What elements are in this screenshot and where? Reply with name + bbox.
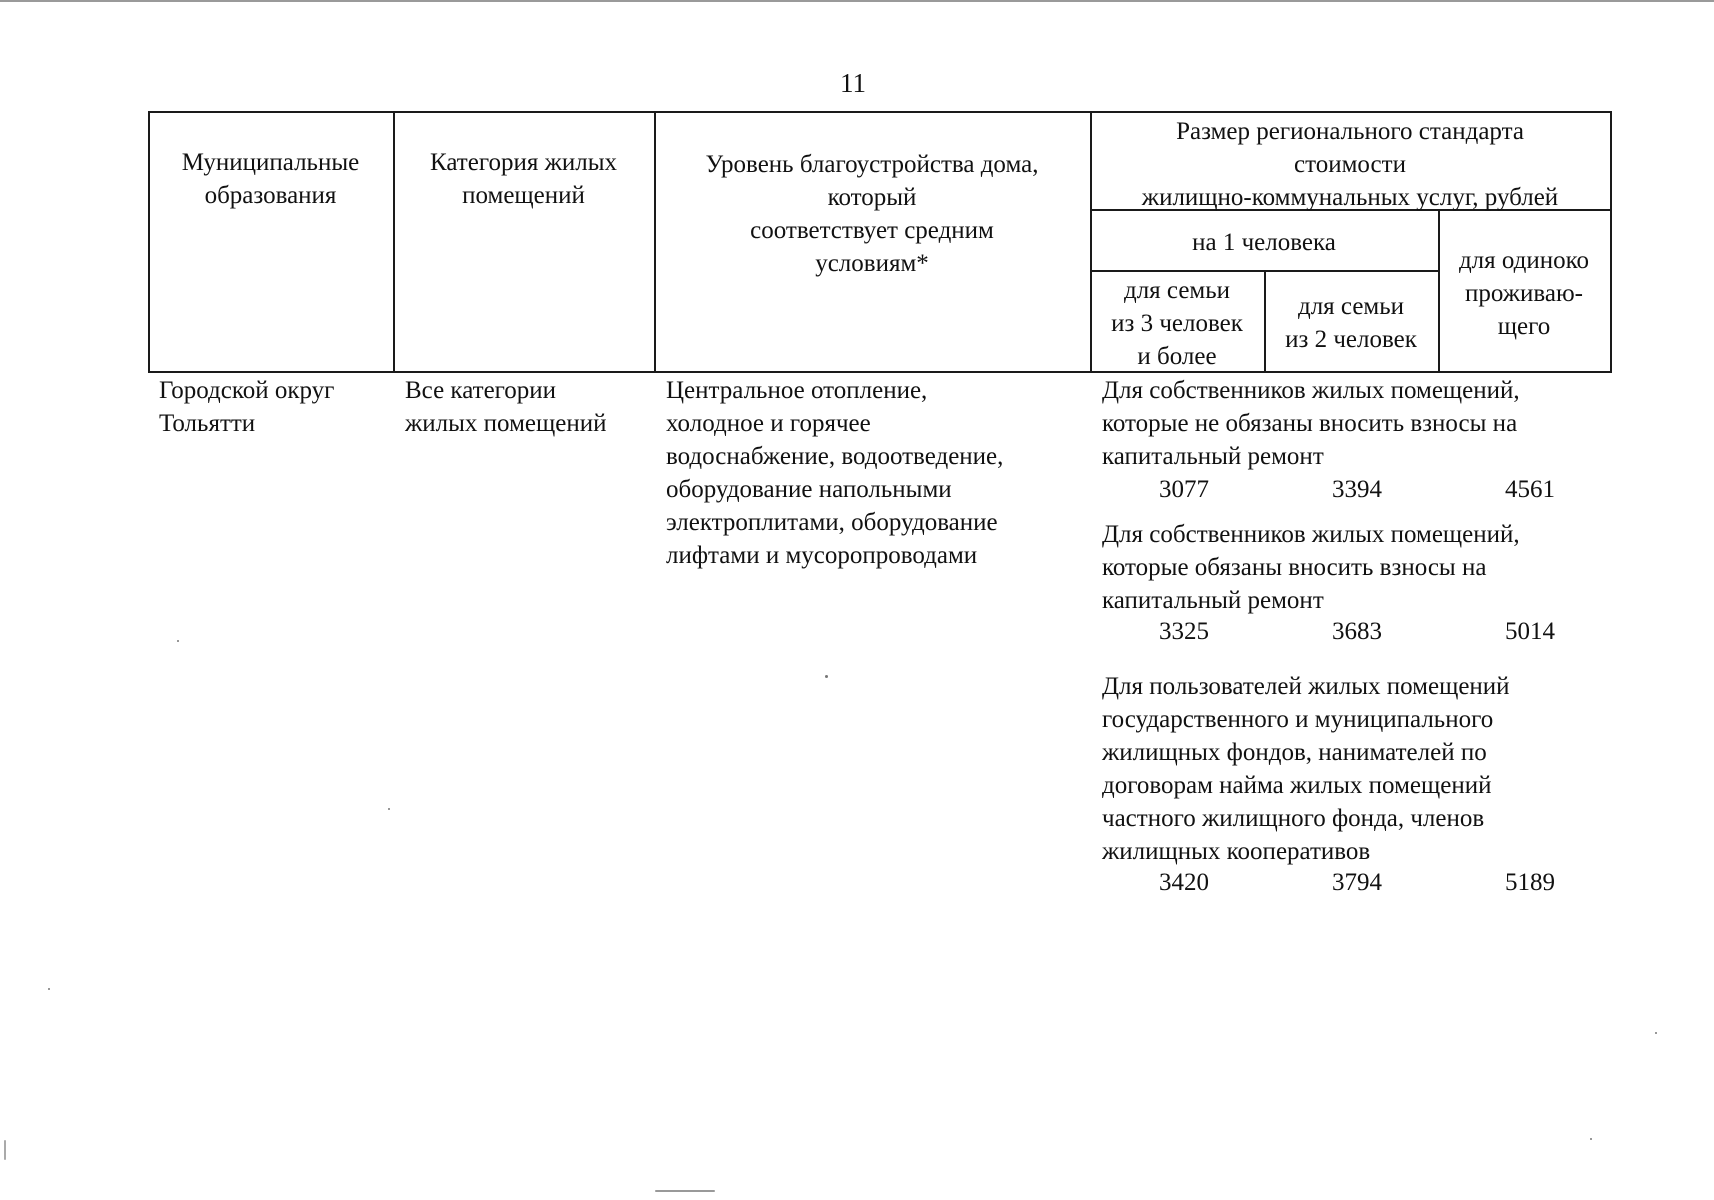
header-standard-1: Размер регионального стандарта [1176,118,1524,145]
group1-label-2: которые не обязаны вносить взносы на [1102,410,1518,437]
header-single-2: проживаю- [1465,280,1583,307]
group2-value-family3: 3325 [1159,618,1209,645]
scan-speck [1655,1032,1657,1034]
header-family3-3: и более [1137,343,1217,370]
group3-label-4: договорам найма жилых помещений [1102,772,1492,799]
group2-value-family2: 3683 [1332,618,1382,645]
scan-top-edge [0,0,1714,2]
table-border-right [1610,111,1612,373]
group3-value-family3: 3420 [1159,869,1209,896]
header-level-3: соответствует средним [750,217,994,244]
scan-speck [655,1190,715,1192]
scan-speck [825,675,828,678]
group3-label-6: жилищных кооперативов [1102,838,1371,865]
scan-speck [1590,1138,1592,1140]
header-municipality-2: образования [204,182,337,209]
municipality-1: Городской округ [159,377,335,404]
level-line-6: лифтами и мусоропроводами [666,542,978,569]
header-family2-2: из 2 человек [1285,326,1417,353]
scan-speck [48,988,50,990]
group3-value-single: 5189 [1505,869,1555,896]
category-2: жилых помещений [405,410,607,437]
header-family3-2: из 3 человек [1111,310,1243,337]
header-family3-1: для семьи [1123,277,1231,304]
header-category-2: помещений [462,182,585,209]
header-municipality-1: Муниципальные [181,149,360,176]
group3-label-5: частного жилищного фонда, членов [1102,805,1485,832]
header-family2-1: для семьи [1297,293,1405,320]
group3-label-3: жилищных фондов, нанимателей по [1102,739,1487,766]
scan-speck [4,1140,6,1160]
scan-speck [177,640,179,642]
header-standard-3: жилищно-коммунальных услуг, рублей [1141,184,1559,211]
header-per-person: на 1 человека [1192,229,1336,256]
group1-value-single: 4561 [1505,476,1555,503]
header-level-1: Уровень благоустройства дома, [705,151,1039,178]
group2-value-single: 5014 [1505,618,1555,645]
group1-value-family3: 3077 [1159,476,1209,503]
scan-speck [388,808,390,810]
group2-label-2: которые обязаны вносить взносы на [1102,554,1487,581]
level-line-1: Центральное отопление, [666,377,928,404]
municipality-2: Тольятти [159,410,256,437]
group2-label-1: Для собственников жилых помещений, [1102,521,1520,548]
group2-label-3: капитальный ремонт [1102,587,1324,614]
level-line-3: водоснабжение, водоотведение, [666,443,1004,470]
group3-label-2: государственного и муниципального [1102,706,1494,733]
level-line-4: оборудование напольными [666,476,952,503]
header-level-2: который [827,184,917,211]
page-number: 11 [840,68,866,98]
group3-value-family2: 3794 [1332,869,1382,896]
header-standard-2: стоимости [1294,151,1406,178]
category-1: Все категории [405,377,557,404]
group1-value-family2: 3394 [1332,476,1382,503]
header-level-4: условиям* [815,250,929,277]
table-border-top [148,111,1612,113]
header-single-3: щего [1497,313,1551,340]
header-category-1: Категория жилых [430,149,617,176]
group1-label-1: Для собственников жилых помещений, [1102,377,1520,404]
group3-label-1: Для пользователей жилых помещений [1102,673,1510,700]
level-line-5: электроплитами, оборудование [666,509,998,536]
level-line-2: холодное и горячее [666,410,871,437]
group1-label-3: капитальный ремонт [1102,443,1324,470]
header-single-1: для одиноко [1458,247,1590,274]
table-border-bottom [148,371,1612,373]
